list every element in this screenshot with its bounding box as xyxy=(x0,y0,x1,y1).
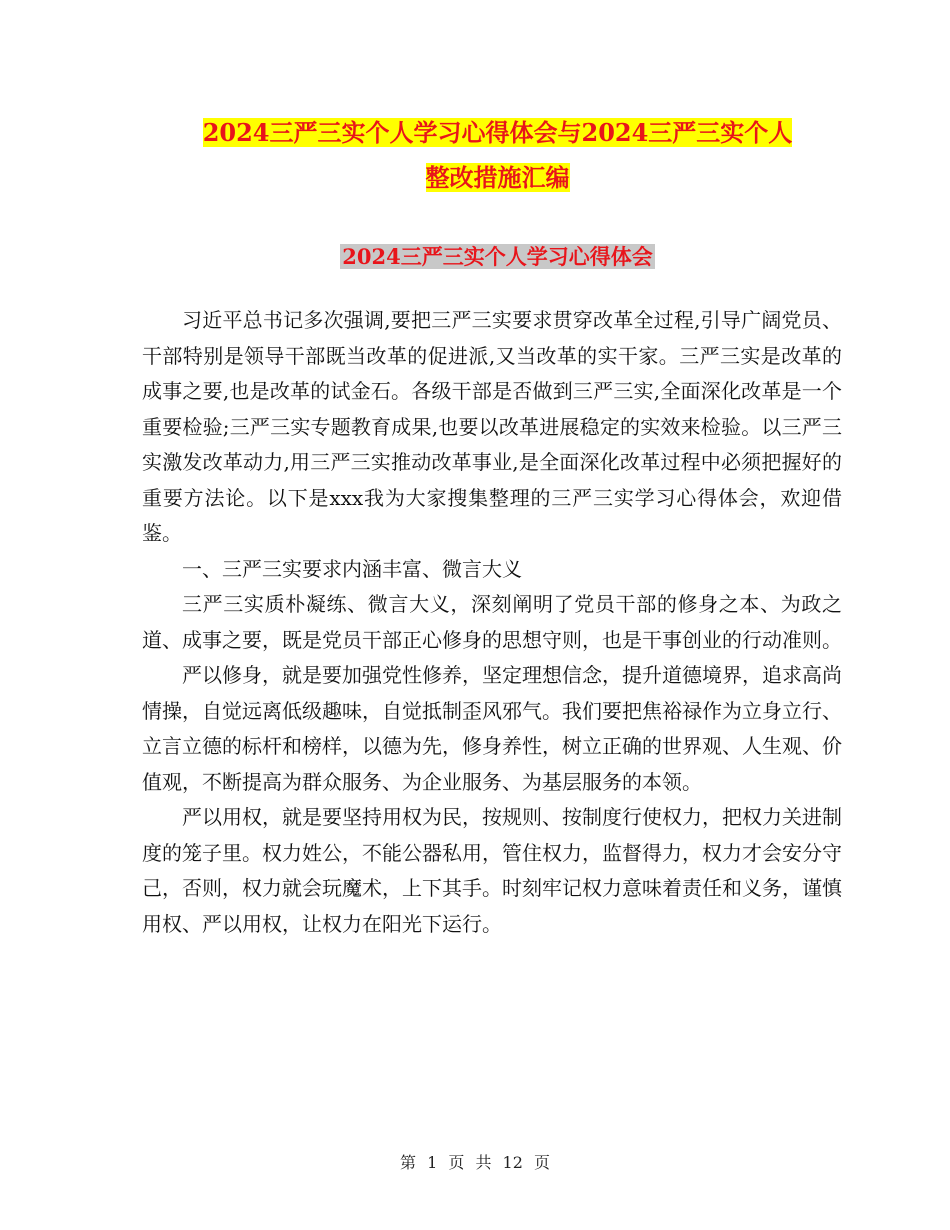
paragraph-intro: 习近平总书记多次强调,要把三严三实要求贯穿改革全过程,引导广阔党员、干部特别是领导干部既当改革的促进派,又当改革的实干家。三严三实是改革的成事之要,也是改革的试金石。各级干部是否做到三严三实,全面深化改革是一个重要检验;三严三实专题教育成果,也要以改革进展稳定的实效来检验。以三严三实激发改革动力,用三严三实推动改革事业,是全面深化改革过程中必须把握好的重要方法论。以下是xxx我为大家搜集整理的三严三实学习心得体会，欢迎借鉴。 xyxy=(142,308,842,545)
section-title-text: 2024三严三实个人学习心得体会 xyxy=(342,244,653,269)
title-line-2: 整改措施汇编 xyxy=(425,163,570,192)
paragraph-heading-1: 一、三严三实要求内涵丰富、微言大义 xyxy=(182,556,522,581)
paragraph-content-3: 严以用权，就是要坚持用权为民，按规则、按制度行使权力，把权力关进制度的笼子里。权力姓公，不能公器私用，管住权力，监督得力，权力才会安分守己，否则，权力就会玩魔术，上下其手。时刻牢记权力意味着责任和义务，谨慎用权、严以用权，让权力在阳光下运行。 xyxy=(142,805,842,936)
paragraph-content-1: 三严三实质朴凝练、微言大义，深刻阐明了党员干部的修身之本、为政之道、成事之要，既是党员干部正心修身的思想守则，也是干事创业的行动准则。 xyxy=(142,592,842,652)
paragraph-content-2: 严以修身，就是要加强党性修养，坚定理想信念，提升道德境界，追求高尚情操，自觉远离低级趣味，自觉抵制歪风邪气。我们要把焦裕禄作为立身立行、立言立德的标杆和榜样，以德为先，修身养性，树立正确的世界观、人生观、价值观，不断提高为群众服务、为企业服务、为基层服务的本领。 xyxy=(142,663,842,794)
document-title xyxy=(140,110,855,200)
title-line-1: 2024三严三实个人学习心得体会与2024三严三实个人 xyxy=(202,118,793,147)
page-footer: 第 1 页 共 12 页 xyxy=(400,1153,550,1172)
section-title xyxy=(140,243,855,271)
document-body xyxy=(142,303,842,942)
